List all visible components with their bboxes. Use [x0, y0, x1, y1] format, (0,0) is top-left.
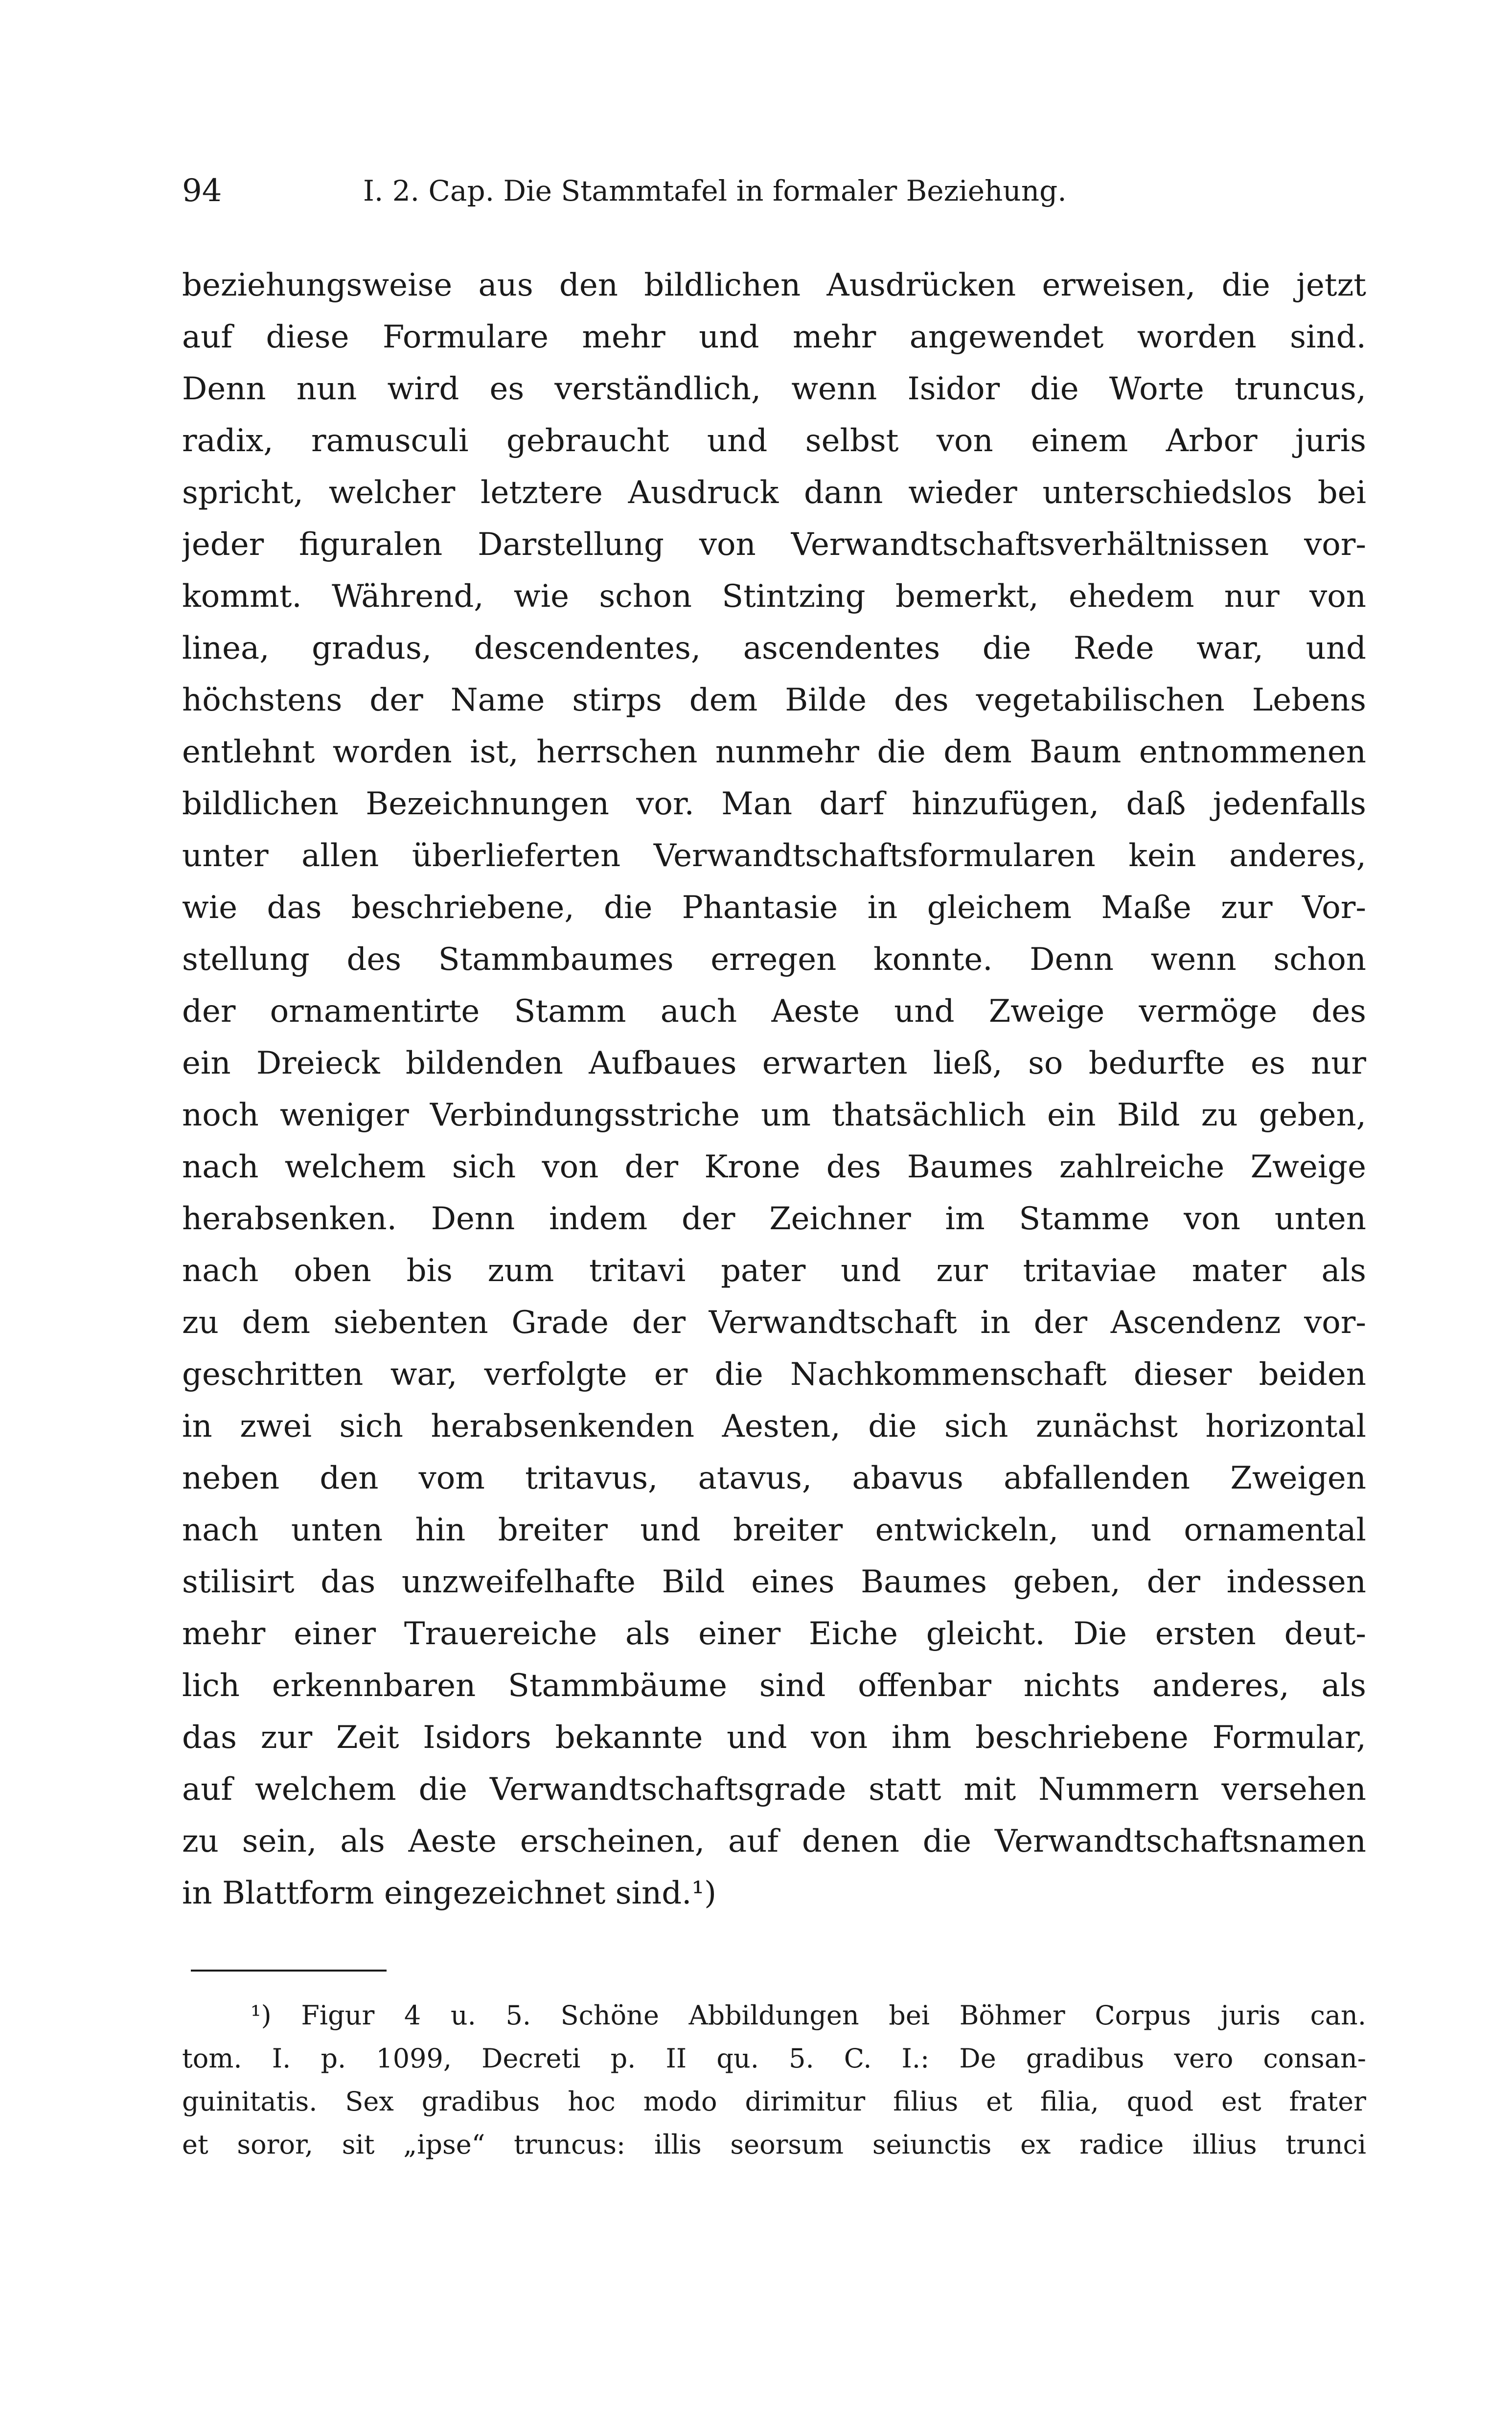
text-line: der ornamentirte Stamm auch Aeste und Zweige vermöge des — [182, 993, 1366, 1030]
text-line: bildlichen Bezeichnungen vor. Man darf hinzufügen, daß jedenfalls — [182, 786, 1366, 822]
text-line: höchstens der Name stirps dem Bilde des vegetabilischen Lebens — [182, 682, 1366, 718]
body-text — [182, 259, 1366, 1919]
page-number: 94 — [182, 173, 222, 209]
text-line: wie das beschriebene, die Phantasie in gleichem Maße zur Vor- — [182, 890, 1366, 926]
text-line: auf welchem die Verwandtschaftsgrade statt mit Nummern versehen — [182, 1771, 1366, 1808]
text-line: ein Dreieck bildenden Aufbaues erwarten ließ, so bedurfte es nur — [182, 1045, 1366, 1081]
text-line: linea, gradus, descendentes, ascendentes die Rede war, und — [182, 630, 1366, 666]
text-line: spricht, welcher letztere Ausdruck dann wieder unterschiedslos bei — [182, 475, 1366, 511]
page-header — [182, 169, 1366, 213]
text-line: auf diese Formulare mehr und mehr angewendet worden sind. — [182, 319, 1366, 355]
text-line: stilisirt das unzweifelhafte Bild eines Baumes geben, der indessen — [182, 1564, 1366, 1600]
text-line: beziehungsweise aus den bildlichen Ausdrücken erweisen, die jetzt — [182, 267, 1366, 303]
text-line: jeder figuralen Darstellung von Verwandtschaftsverhältnissen vor- — [182, 527, 1366, 563]
footnote-line: tom. I. p. 1099, Decreti p. II qu. 5. C. I.: De gradibus vero consan- — [182, 2043, 1366, 2074]
text-line: herabsenken. Denn indem der Zeichner im Stamme von unten — [182, 1201, 1366, 1237]
running-title: I. 2. Cap. Die Stammtafel in formaler Beziehung. — [363, 174, 1067, 207]
footnotes — [182, 1994, 1366, 2166]
text-line: unter allen überlieferten Verwandtschaftsformularen kein anderes, — [182, 838, 1366, 874]
text-line: Denn nun wird es verständlich, wenn Isidor die Worte truncus, — [182, 371, 1366, 407]
text-line: mehr einer Trauereiche als einer Eiche gleicht. Die ersten deut- — [182, 1616, 1366, 1652]
text-line: kommt. Während, wie schon Stintzing bemerkt, ehedem nur von — [182, 578, 1366, 615]
text-line: in Blattform eingezeichnet sind.¹) — [182, 1875, 717, 1911]
text-line: nach oben bis zum tritavi pater und zur tritaviae mater als — [182, 1253, 1366, 1289]
footnote-line: guinitatis. Sex gradibus hoc modo dirimitur filius et filia, quod est frater — [182, 2086, 1366, 2117]
footnote-line: et soror, sit „ipse“ truncus: illis seorsum seiunctis ex radice illius trunci — [182, 2129, 1366, 2160]
text-line: stellung des Stammbaumes erregen konnte. Denn wenn schon — [182, 941, 1366, 978]
text-line: zu sein, als Aeste erscheinen, auf denen die Verwandtschaftsnamen — [182, 1823, 1366, 1859]
text-line: nach welchem sich von der Krone des Baumes zahlreiche Zweige — [182, 1149, 1366, 1185]
text-line: das zur Zeit Isidors bekannte und von ihm beschriebene Formular, — [182, 1720, 1366, 1756]
footnote-line: ¹) Figur 4 u. 5. Schöne Abbildungen bei Böhmer Corpus juris can. — [251, 2000, 1366, 2031]
footnote-divider — [191, 1970, 387, 1972]
text-line: zu dem siebenten Grade der Verwandtschaft in der Ascendenz vor- — [182, 1305, 1366, 1341]
text-line: geschritten war, verfolgte er die Nachkommenschaft dieser beiden — [182, 1356, 1366, 1393]
text-line: nach unten hin breiter und breiter entwickeln, und ornamental — [182, 1512, 1366, 1548]
text-line: in zwei sich herabsenkenden Aesten, die sich zunächst horizontal — [182, 1408, 1366, 1445]
text-line: neben den vom tritavus, atavus, abavus abfallenden Zweigen — [182, 1460, 1366, 1496]
text-line: radix, ramusculi gebraucht und selbst von einem Arbor juris — [182, 423, 1366, 459]
text-line: lich erkennbaren Stammbäume sind offenbar nichts anderes, als — [182, 1668, 1366, 1704]
text-line: noch weniger Verbindungsstriche um thatsächlich ein Bild zu geben, — [182, 1097, 1366, 1133]
text-line: entlehnt worden ist, herrschen nunmehr die dem Baum entnommenen — [182, 734, 1366, 770]
